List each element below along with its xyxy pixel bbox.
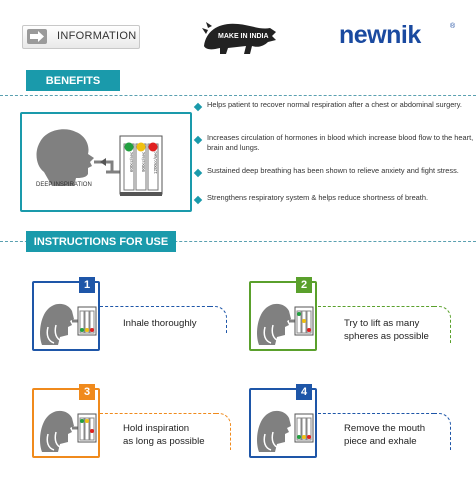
device-scale-label: 1200cc/sec	[153, 151, 158, 174]
device-scale-label: 600cc/sec	[129, 151, 134, 172]
step-1-dashed-curve	[210, 306, 227, 333]
step-1-dashed-rule	[100, 306, 210, 307]
bullet-diamond-icon	[194, 169, 202, 177]
deep-inspiration-label: DEEP INSPIRATION	[36, 182, 92, 188]
benefits-tab: BENEFITS	[26, 70, 120, 91]
step-2-dashed-rule	[318, 306, 434, 307]
registered-mark: ®	[450, 23, 456, 30]
step-number-badge: 2	[296, 277, 312, 293]
information-tab[interactable]	[22, 25, 140, 49]
step-instruction: Remove the mouth	[344, 423, 426, 434]
step-3-dashed-curve	[216, 413, 231, 450]
benefit-item: Increases circulation of hormones in blood which increase blood flow to the heart, brain and lungs.	[207, 133, 474, 152]
arrow-right-icon	[27, 29, 47, 44]
step-instruction: spheres as possible	[344, 331, 429, 342]
benefits-divider	[0, 95, 476, 96]
benefit-item: Helps patient to recover normal respiration after a chest or abdominal surgery.	[207, 100, 462, 109]
benefit-item: Strengthens respiratory system & helps reduce shortness of breath.	[207, 193, 429, 202]
step-4-dashed-rule	[318, 413, 434, 414]
instructions-tab: INSTRUCTIONS FOR USE	[26, 231, 176, 252]
device-scale-label: 900cc/sec	[141, 151, 146, 172]
make-in-india-logo	[198, 16, 282, 58]
step-number-badge: 1	[79, 277, 95, 293]
step-number-badge: 4	[296, 384, 312, 400]
bullet-diamond-icon	[194, 103, 202, 111]
step-instruction: Try to lift as many	[344, 318, 420, 329]
step-2-dashed-curve	[434, 306, 451, 343]
information-label: INFORMATION	[57, 30, 137, 42]
logo-text: MAKE IN INDIA	[218, 33, 269, 40]
benefits-illustration-frame	[20, 112, 192, 212]
step-instruction: Hold inspiration	[123, 423, 190, 434]
deep-inspiration-illustration	[22, 114, 190, 210]
step-3-dashed-rule	[100, 413, 216, 414]
brand-name: newnik	[339, 21, 421, 49]
step-4-dashed-curve	[434, 413, 451, 450]
step-instruction: piece and exhale	[344, 436, 417, 447]
benefit-item: Sustained deep breathing has been shown to relieve anxiety and fight stress.	[207, 166, 459, 175]
bullet-diamond-icon	[194, 196, 202, 204]
step-instruction: as long as possible	[123, 436, 205, 447]
step-instruction: Inhale thoroughly	[123, 318, 197, 329]
step-number-badge: 3	[79, 384, 95, 400]
bullet-diamond-icon	[194, 136, 202, 144]
